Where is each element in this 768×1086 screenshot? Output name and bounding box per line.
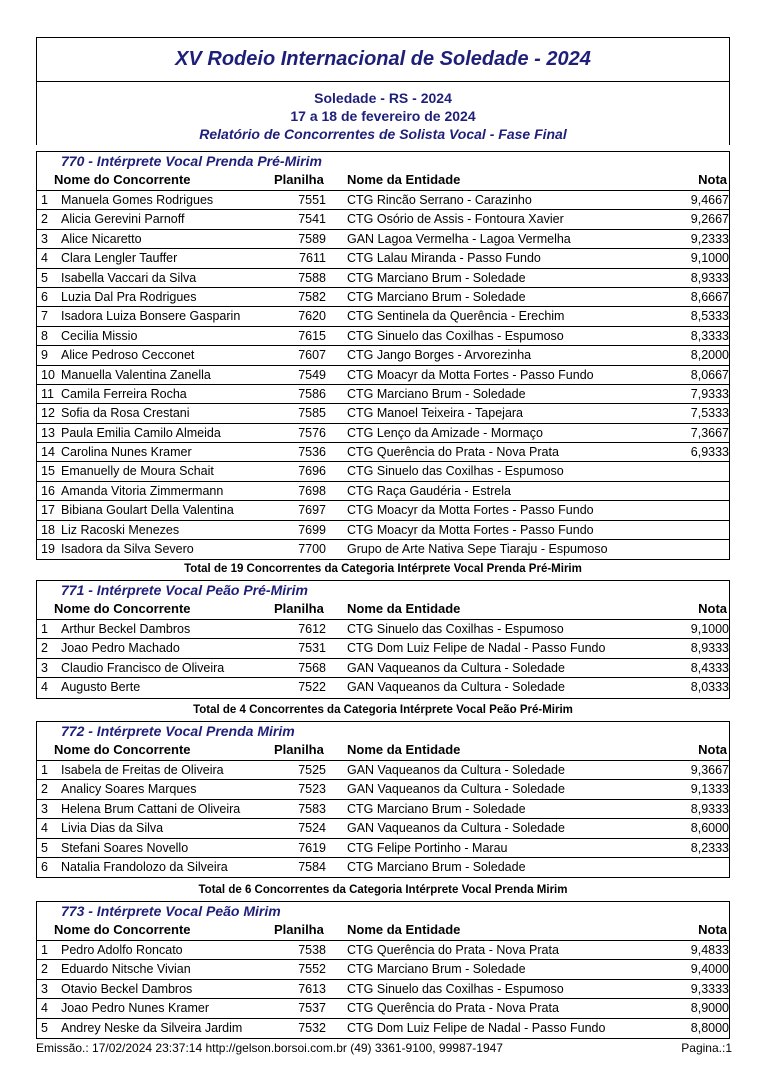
row-number: 3	[41, 981, 48, 996]
col-header-planilha: Planilha	[274, 922, 324, 937]
score: 8,4333	[690, 660, 729, 675]
row-number: 4	[41, 680, 48, 695]
planilha-number: 7532	[298, 1020, 326, 1035]
row-number: 13	[41, 425, 55, 440]
col-header-entity: Nome da Entidade	[347, 601, 461, 616]
planilha-number: 7613	[298, 981, 326, 996]
entity-name: CTG Sentinela da Querência - Erechim	[347, 309, 565, 324]
competitor-name: Livia Dias da Silva	[61, 821, 164, 836]
row-number: 4	[41, 251, 48, 266]
entity-name: CTG Querência do Prata - Nova Prata	[347, 445, 559, 460]
planilha-number: 7523	[298, 782, 326, 797]
planilha-number: 7549	[298, 367, 326, 382]
competitor-name: Liz Racoski Menezes	[61, 522, 180, 537]
table-row	[37, 385, 729, 404]
row-number: 16	[41, 483, 55, 498]
row-number: 3	[41, 801, 48, 816]
competitor-name: Alice Pedroso Cecconet	[61, 348, 195, 363]
row-number: 10	[41, 367, 55, 382]
competitor-name: Alice Nicaretto	[61, 231, 142, 246]
table-row	[37, 501, 729, 520]
score: 7,9333	[690, 386, 729, 401]
category-section	[36, 721, 730, 878]
table-row	[37, 424, 729, 443]
entity-name: CTG Moacyr da Motta Fortes - Passo Fundo	[347, 503, 594, 518]
table-row	[37, 960, 729, 979]
score: 9,2333	[690, 231, 729, 246]
table-row	[37, 941, 729, 960]
row-number: 7	[41, 309, 48, 324]
score: 7,5333	[690, 406, 729, 421]
row-number: 8	[41, 328, 48, 343]
competitor-name: Analicy Soares Marques	[61, 782, 197, 797]
row-number: 2	[41, 782, 48, 797]
row-number: 15	[41, 464, 55, 479]
table-row	[37, 819, 729, 838]
competitor-name: Isadora da Silva Severo	[61, 542, 194, 557]
entity-name: CTG Lenço da Amizade - Mormaço	[347, 425, 543, 440]
score: 8,2333	[690, 840, 729, 855]
score: 8,6000	[690, 821, 729, 836]
table-row	[37, 521, 729, 540]
row-number: 4	[41, 1001, 48, 1016]
planilha-number: 7541	[298, 212, 326, 227]
planilha-number: 7568	[298, 660, 326, 675]
score: 9,4667	[690, 193, 729, 207]
col-header-entity: Nome da Entidade	[347, 922, 461, 937]
competitor-name: Isadora Luiza Bonsere Gasparin	[61, 309, 241, 324]
competitor-name: Augusto Berte	[61, 680, 141, 695]
entity-name: CTG Sinuelo das Coxilhas - Espumoso	[347, 981, 564, 996]
entity-name: CTG Sinuelo das Coxilhas - Espumoso	[347, 328, 564, 343]
entity-name: CTG Moacyr da Motta Fortes - Passo Fundo	[347, 367, 594, 382]
report-subtitle: Relatório de Concorrentes de Solista Vocal - Fase Final	[199, 126, 567, 142]
competitor-name: Helena Brum Cattani de Oliveira	[61, 801, 241, 816]
table-row	[37, 230, 729, 249]
competitor-name: Isabela de Freitas de Oliveira	[61, 763, 224, 777]
competitor-name: Paula Emilia Camilo Almeida	[61, 425, 221, 440]
row-number: 4	[41, 821, 48, 836]
row-number: 1	[41, 622, 48, 636]
competitor-name: Luzia Dal Pra Rodrigues	[61, 289, 197, 304]
category-title: 772 - Intérprete Vocal Prenda Mirim	[61, 723, 295, 739]
score: 8,9333	[690, 641, 729, 656]
category-title: 771 - Intérprete Vocal Peão Pré-Mirim	[61, 582, 308, 598]
planilha-number: 7552	[298, 962, 326, 977]
col-header-nota: Nota	[698, 172, 727, 187]
row-number: 17	[41, 503, 55, 518]
planilha-number: 7525	[298, 763, 326, 777]
planilha-number: 7699	[298, 522, 326, 537]
col-header-entity: Nome da Entidade	[347, 742, 461, 757]
score: 8,9333	[690, 801, 729, 816]
row-number: 6	[41, 859, 48, 874]
score: 9,2667	[690, 212, 729, 227]
competitor-name: Joao Pedro Machado	[61, 641, 180, 656]
entity-name: CTG Dom Luiz Felipe de Nadal - Passo Fundo	[347, 641, 606, 656]
row-number: 2	[41, 962, 48, 977]
competitor-name: Isabella Vaccari da Silva	[61, 270, 197, 285]
column-header-row	[37, 921, 729, 941]
entity-name: CTG Lalau Miranda - Passo Fundo	[347, 251, 541, 266]
table-row	[37, 307, 729, 326]
competitor-name: Stefani Soares Novello	[61, 840, 189, 855]
entity-name: Grupo de Arte Nativa Sepe Tiaraju - Espumoso	[347, 542, 608, 557]
entity-name: CTG Rincão Serrano - Carazinho	[347, 193, 532, 207]
table-row	[37, 1019, 729, 1038]
row-number: 11	[41, 386, 54, 401]
entity-name: CTG Osório de Assis - Fontoura Xavier	[347, 212, 564, 227]
entity-name: CTG Querência do Prata - Nova Prata	[347, 1001, 559, 1016]
row-number: 5	[41, 1020, 48, 1035]
category-section	[36, 580, 730, 699]
row-number: 19	[41, 542, 55, 557]
planilha-number: 7538	[298, 943, 326, 957]
score: 8,3333	[690, 328, 729, 343]
score: 8,9000	[690, 1001, 729, 1016]
planilha-number: 7586	[298, 386, 326, 401]
entity-name: CTG Marciano Brum - Soledade	[347, 859, 526, 874]
page-title: XV Rodeio Internacional de Soledade - 2024	[175, 48, 591, 70]
score: 8,2000	[690, 348, 729, 363]
table-row	[37, 800, 729, 819]
row-number: 5	[41, 840, 48, 855]
planilha-number: 7537	[298, 1001, 326, 1016]
table-row	[37, 761, 729, 780]
score: 6,9333	[690, 445, 729, 460]
column-header-row	[37, 171, 729, 191]
competitor-name: Camila Ferreira Rocha	[61, 386, 187, 401]
col-header-nota: Nota	[698, 601, 727, 616]
table-row	[37, 443, 729, 462]
table-row	[37, 999, 729, 1018]
row-number: 18	[41, 522, 55, 537]
table-row	[37, 659, 729, 678]
planilha-number: 7611	[299, 251, 326, 266]
competitor-name: Natalia Frandolozo da Silveira	[61, 859, 228, 874]
category-total: Total de 19 Concorrentes da Categoria Intérprete Vocal Prenda Pré-Mirim	[184, 563, 582, 575]
competitor-name: Claudio Francisco de Oliveira	[61, 660, 225, 675]
entity-name: GAN Vaqueanos da Cultura - Soledade	[347, 763, 565, 777]
competitor-name: Andrey Neske da Silveira Jardim	[61, 1020, 243, 1035]
competitor-name: Otavio Beckel Dambros	[61, 981, 193, 996]
row-number: 5	[41, 270, 48, 285]
competitor-name: Emanuelly de Moura Schait	[61, 464, 214, 479]
table-row	[37, 462, 729, 481]
planilha-number: 7607	[298, 348, 326, 363]
row-number: 1	[41, 943, 48, 957]
entity-name: GAN Vaqueanos da Cultura - Soledade	[347, 660, 565, 675]
category-title: 770 - Intérprete Vocal Prenda Pré-Mirim	[61, 153, 322, 169]
table-row	[37, 210, 729, 229]
planilha-number: 7612	[298, 622, 326, 636]
planilha-number: 7589	[298, 231, 326, 246]
row-number: 14	[41, 445, 55, 460]
entity-name: CTG Sinuelo das Coxilhas - Espumoso	[347, 622, 564, 636]
table-row	[37, 269, 729, 288]
score: 9,4833	[690, 943, 729, 957]
planilha-number: 7700	[298, 542, 326, 557]
table-row	[37, 858, 729, 877]
entity-name: CTG Marciano Brum - Soledade	[347, 962, 526, 977]
score: 8,5333	[690, 309, 729, 324]
planilha-number: 7620	[298, 309, 326, 324]
table-row	[37, 540, 729, 559]
col-header-name: Nome do Concorrente	[54, 172, 191, 187]
planilha-number: 7615	[298, 328, 326, 343]
col-header-nota: Nota	[698, 922, 727, 937]
table-row	[37, 620, 729, 639]
table-row	[37, 839, 729, 858]
score: 8,6667	[690, 289, 729, 304]
score: 8,8000	[690, 1020, 729, 1035]
competitor-name: Bibiana Goulart Della Valentina	[61, 503, 234, 518]
competitor-name: Carolina Nunes Kramer	[61, 445, 192, 460]
planilha-number: 7583	[298, 801, 326, 816]
entity-name: CTG Marciano Brum - Soledade	[347, 801, 526, 816]
entity-name: CTG Marciano Brum - Soledade	[347, 270, 526, 285]
competitor-name: Arthur Beckel Dambros	[61, 622, 191, 636]
competitor-name: Sofia da Rosa Crestani	[61, 406, 190, 421]
entity-name: CTG Felipe Portinho - Marau	[347, 840, 508, 855]
col-header-planilha: Planilha	[274, 601, 324, 616]
competitor-name: Joao Pedro Nunes Kramer	[61, 1001, 209, 1016]
footer-page-number: Pagina.:1	[681, 1041, 732, 1055]
planilha-number: 7696	[298, 464, 326, 479]
score: 9,4000	[690, 962, 729, 977]
table-row	[37, 191, 729, 210]
score: 9,1000	[690, 622, 729, 636]
column-header-row	[37, 741, 729, 761]
score: 8,0667	[690, 367, 729, 382]
col-header-name: Nome do Concorrente	[54, 742, 191, 757]
score: 9,3333	[690, 981, 729, 996]
planilha-number: 7524	[298, 821, 326, 836]
row-number: 2	[41, 641, 48, 656]
location-line: Soledade - RS - 2024	[314, 90, 452, 106]
row-number: 9	[41, 348, 48, 363]
row-number: 2	[41, 212, 48, 227]
row-number: 3	[41, 231, 48, 246]
col-header-name: Nome do Concorrente	[54, 601, 191, 616]
entity-name: GAN Vaqueanos da Cultura - Soledade	[347, 782, 565, 797]
report-header	[36, 82, 730, 145]
planilha-number: 7536	[298, 445, 326, 460]
row-number: 6	[41, 289, 48, 304]
entity-name: CTG Dom Luiz Felipe de Nadal - Passo Fundo	[347, 1020, 606, 1035]
table-row	[37, 249, 729, 268]
planilha-number: 7522	[298, 680, 326, 695]
planilha-number: 7619	[298, 840, 326, 855]
entity-name: CTG Jango Borges - Arvorezinha	[347, 348, 532, 363]
entity-name: CTG Moacyr da Motta Fortes - Passo Fundo	[347, 522, 594, 537]
planilha-number: 7576	[298, 425, 326, 440]
entity-name: CTG Sinuelo das Coxilhas - Espumoso	[347, 464, 564, 479]
table-row	[37, 639, 729, 658]
planilha-number: 7698	[298, 483, 326, 498]
table-row	[37, 288, 729, 307]
planilha-number: 7588	[298, 270, 326, 285]
competitor-name: Cecilia Missio	[61, 328, 138, 343]
category-total: Total de 4 Concorrentes da Categoria Intérprete Vocal Peão Pré-Mirim	[193, 704, 573, 716]
score: 9,1333	[690, 782, 729, 797]
competitor-name: Manuella Valentina Zanella	[61, 367, 211, 382]
col-header-nota: Nota	[698, 742, 727, 757]
planilha-number: 7584	[298, 859, 326, 874]
competitor-name: Eduardo Nitsche Vivian	[61, 962, 191, 977]
score: 9,1000	[690, 251, 729, 266]
entity-name: GAN Vaqueanos da Cultura - Soledade	[347, 821, 565, 836]
entity-name: CTG Marciano Brum - Soledade	[347, 386, 526, 401]
col-header-entity: Nome da Entidade	[347, 172, 461, 187]
competitor-name: Amanda Vitoria Zimmermann	[61, 483, 224, 498]
table-row	[37, 678, 729, 697]
row-number: 1	[41, 763, 48, 777]
col-header-name: Nome do Concorrente	[54, 922, 191, 937]
table-row	[37, 980, 729, 999]
category-title: 773 - Intérprete Vocal Peão Mirim	[61, 903, 281, 919]
report-title-box	[36, 37, 730, 82]
row-number: 12	[41, 406, 55, 421]
score: 8,9333	[690, 270, 729, 285]
planilha-number: 7697	[298, 503, 326, 518]
planilha-number: 7585	[298, 406, 326, 421]
competitor-name: Clara Lengler Tauffer	[61, 251, 178, 266]
category-total: Total de 6 Concorrentes da Categoria Intérprete Vocal Prenda Mirim	[198, 884, 568, 896]
entity-name: CTG Marciano Brum - Soledade	[347, 289, 526, 304]
score: 9,3667	[690, 763, 729, 777]
row-number: 3	[41, 660, 48, 675]
table-row	[37, 346, 729, 365]
planilha-number: 7551	[298, 193, 326, 207]
table-row	[37, 404, 729, 423]
table-row	[37, 327, 729, 346]
col-header-planilha: Planilha	[274, 172, 324, 187]
planilha-number: 7531	[298, 641, 326, 656]
competitor-name: Pedro Adolfo Roncato	[61, 943, 183, 957]
dates-line: 17 a 18 de fevereiro de 2024	[290, 108, 476, 124]
category-section	[36, 901, 730, 1039]
competitor-name: Alicia Gerevini Parnoff	[61, 212, 185, 227]
category-section	[36, 151, 730, 560]
score: 8,0333	[690, 680, 729, 695]
entity-name: CTG Manoel Teixeira - Tapejara	[347, 406, 524, 421]
table-row	[37, 482, 729, 501]
competitor-name: Manuela Gomes Rodrigues	[61, 193, 214, 207]
entity-name: CTG Querência do Prata - Nova Prata	[347, 943, 559, 957]
column-header-row	[37, 600, 729, 620]
entity-name: GAN Lagoa Vermelha - Lagoa Vermelha	[347, 231, 571, 246]
col-header-planilha: Planilha	[274, 742, 324, 757]
score: 7,3667	[690, 425, 729, 440]
planilha-number: 7582	[298, 289, 326, 304]
footer-emission: Emissão.: 17/02/2024 23:37:14 http://gelson.borsoi.com.br (49) 3361-9100, 99987-1947	[36, 1041, 503, 1055]
table-row	[37, 780, 729, 799]
entity-name: GAN Vaqueanos da Cultura - Soledade	[347, 680, 565, 695]
entity-name: CTG Raça Gaudéria - Estrela	[347, 483, 511, 498]
row-number: 1	[41, 193, 48, 207]
table-row	[37, 366, 729, 385]
